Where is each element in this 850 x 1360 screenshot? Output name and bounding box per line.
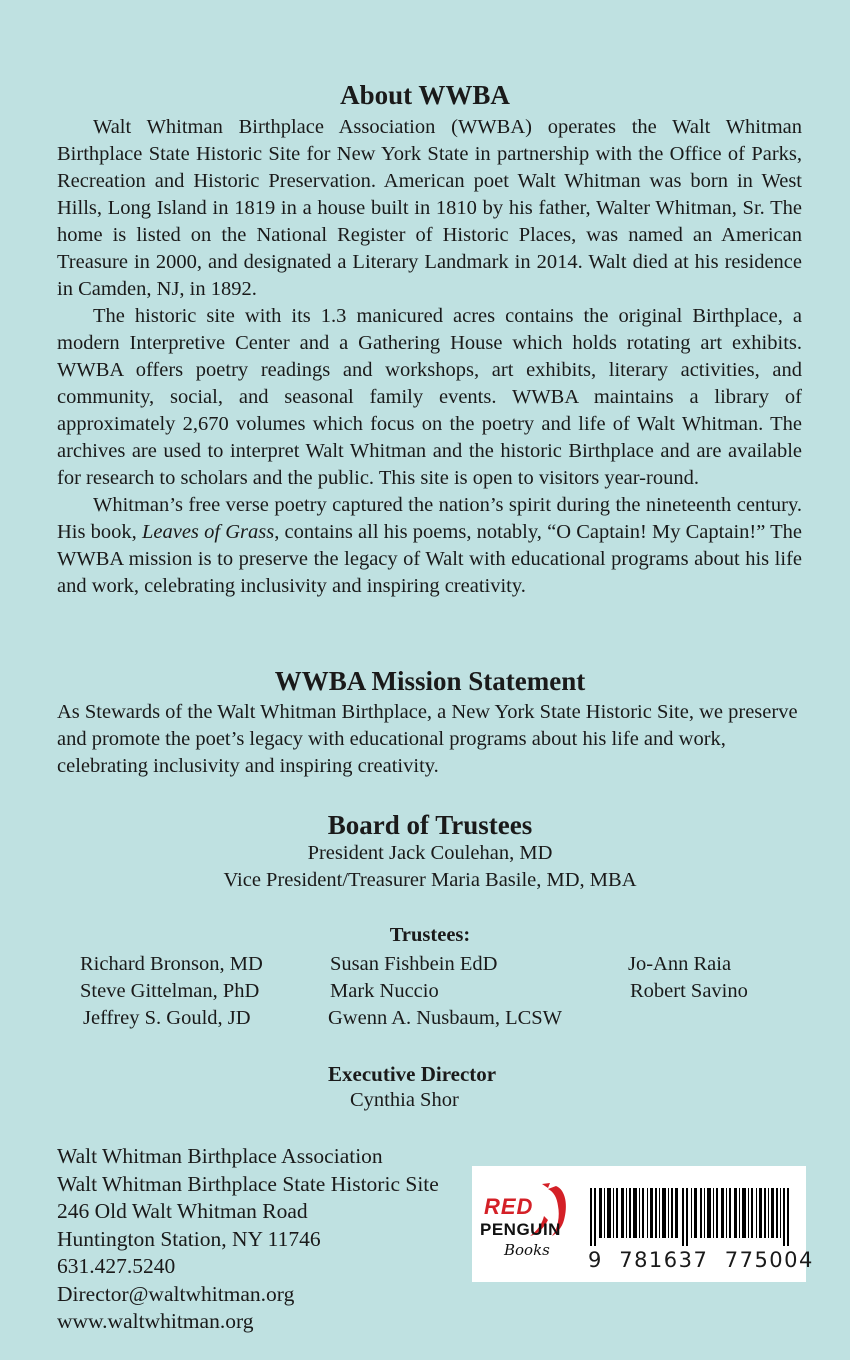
- book-title: Leaves of Grass: [141, 521, 275, 543]
- trustees-column-1: [80, 951, 263, 1032]
- contact-block: [57, 1143, 439, 1336]
- mission-text: As Stewards of the Walt Whitman Birthplace, a New York State Historic Site, we preserve and promote the poet’s legacy with educational programs about his life and work, celebrating inclusivity and inspiring creativity.: [57, 701, 798, 777]
- isbn-barcode: [590, 1188, 794, 1246]
- about-paragraph-2: The historic site with its 1.3 manicured acres contains the original Birthplace, a modern Interpretive Center and a Gathering House which holds rotating art exhibits. WWBA offers poetry readings and workshops, art exhibits, literary activities, and community, social, and seasonal family events. WWBA maintains a library of approximately 2,670 volumes which focus on the poetry and life of Walt Whitman. The archives are used to interpret Walt Whitman and the historic Birthplace and are available for research to scholars and the public. This site is open to visitors year-round.: [57, 305, 802, 489]
- contact-city: Huntington Station, NY 11746: [57, 1226, 321, 1251]
- contact-organization: Walt Whitman Birthplace Association: [57, 1144, 383, 1168]
- trustee-name: Richard Bronson, MD: [80, 953, 263, 975]
- barcode-bars-icon: [590, 1188, 794, 1246]
- mission-heading: WWBA Mission Statement: [274, 666, 586, 696]
- about-paragraph-3-end: , contains all his poems, notably, “O Captain! My Captain!” The WWBA mission is to preserve the legacy of Walt with educational programs about his life and work, celebrating inclusivity and inspiring creativity.: [57, 521, 803, 597]
- trustees-heading: Trustees:: [389, 924, 471, 946]
- board-heading: Board of Trustees: [327, 810, 533, 840]
- about-paragraph-3-start: Whitman’s free verse poetry captured the nation’s spirit during the nineteenth century. His book,: [57, 494, 802, 543]
- contact-site: Walt Whitman Birthplace State Historic Site: [57, 1171, 439, 1196]
- trustees-column-2: [330, 951, 562, 1032]
- contact-street: 246 Old Walt Whitman Road: [57, 1199, 308, 1223]
- about-body: [57, 114, 802, 600]
- trustee-name: Robert Savino: [630, 980, 748, 1002]
- executive-director-heading: Executive Director: [328, 1062, 497, 1086]
- red-penguin-logo: [478, 1180, 584, 1270]
- board-president: President Jack Coulehan, MD: [307, 842, 553, 864]
- executive-director-name: Cynthia Shor: [350, 1089, 459, 1111]
- trustee-name: Jeffrey S. Gould, JD: [83, 1007, 251, 1029]
- trustees-column-3: [628, 951, 748, 1005]
- trustee-name: Gwenn A. Nusbaum, LCSW: [328, 1007, 563, 1029]
- logo-red-text: RED: [484, 1194, 534, 1219]
- logo-penguin-text: PENGUIN: [480, 1220, 561, 1239]
- barcode-panel: [472, 1166, 814, 1282]
- contact-phone: 631.427.5240: [57, 1254, 176, 1278]
- trustee-name: Steve Gittelman, PhD: [80, 980, 260, 1002]
- trustee-name: Susan Fishbein EdD: [330, 953, 498, 975]
- trustee-name: Jo-Ann Raia: [628, 953, 732, 975]
- about-heading: About WWBA: [340, 80, 510, 110]
- about-paragraph-1: Walt Whitman Birthplace Association (WWBA) operates the Walt Whitman Birthplace State Historic Site for New York State in partnership with the Office of Parks, Recreation and Historic Preservation. American poet Walt Whitman was born in West Hills, Long Island in 1819 in a house built in 1810 by his father, Walter Whitman, Sr. The home is listed on the National Register of Historic Places, was named an American Treasure in 2000, and designated a Literary Landmark in 2014. Walt died at his residence in Camden, NJ, in 1892.: [57, 116, 802, 300]
- mission-body: [57, 699, 802, 780]
- logo-books-text: Books: [504, 1241, 550, 1259]
- contact-website[interactable]: www.waltwhitman.org: [57, 1309, 254, 1333]
- trustee-name: Mark Nuccio: [330, 980, 439, 1002]
- contact-email[interactable]: Director@waltwhitman.org: [57, 1281, 295, 1306]
- board-vice-president: Vice President/Treasurer Maria Basile, MD, MBA: [223, 869, 637, 891]
- isbn-digits: 9 781637 775004: [588, 1248, 814, 1272]
- about-paragraph-3: [57, 492, 802, 600]
